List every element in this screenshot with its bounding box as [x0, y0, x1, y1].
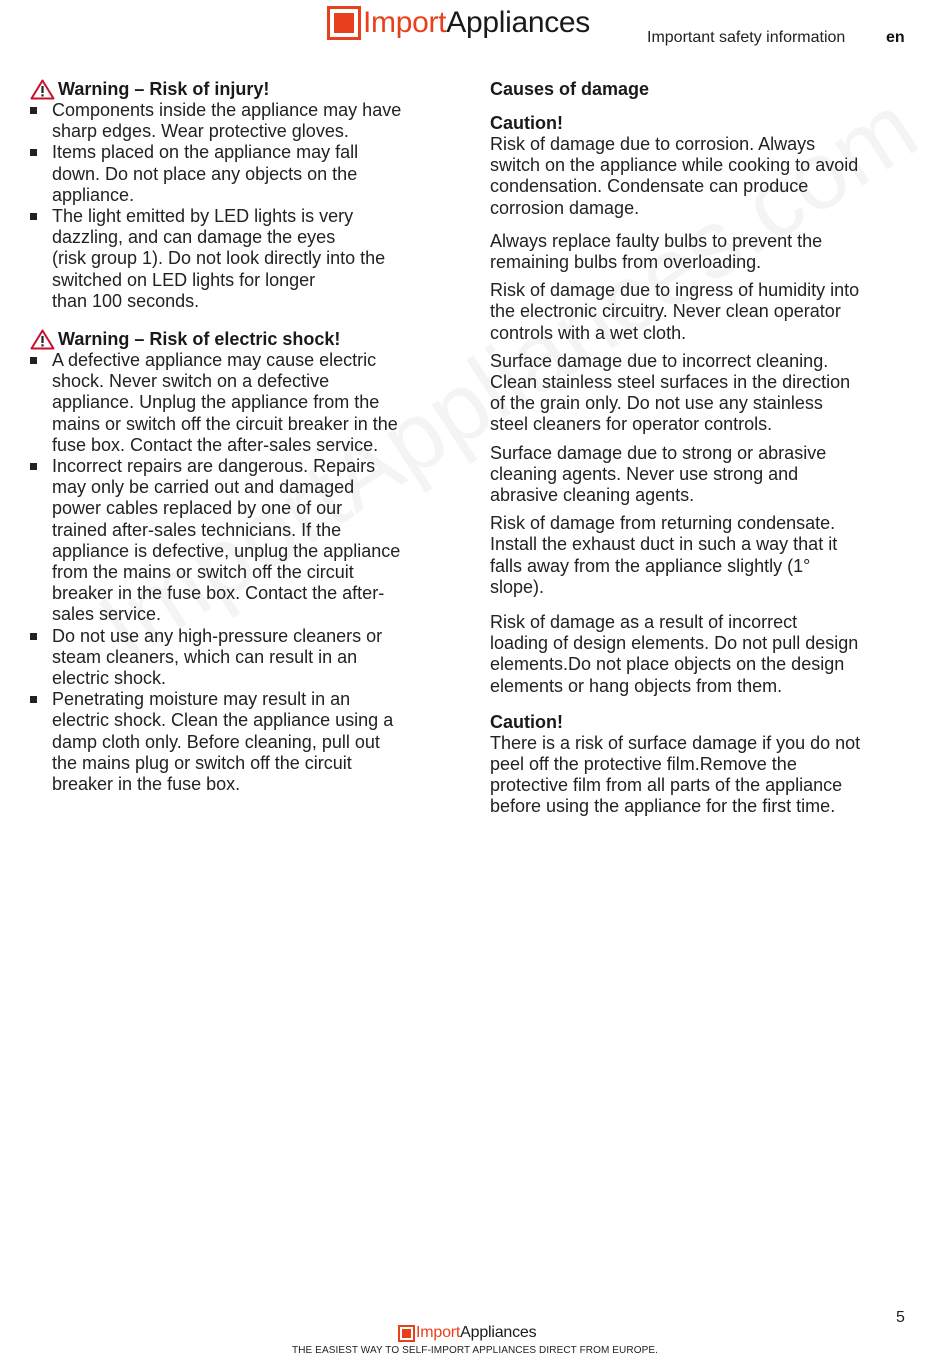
- text-line: controls with a wet cloth.: [490, 322, 687, 343]
- damage-paragraph: [490, 351, 910, 436]
- text-line: Risk of damage from returning condensate.: [490, 513, 836, 534]
- text-line: switch on the appliance while cooking to avoid: [490, 155, 859, 176]
- header-logo: [327, 6, 590, 40]
- text-line: There is a risk of surface damage if you do not: [490, 732, 861, 753]
- bullet-square-icon: [30, 633, 37, 640]
- text-line: the electronic circuitry. Never clean operator: [490, 301, 841, 322]
- text-line: Penetrating moisture may result in an: [52, 689, 351, 710]
- text-line: Do not use any high-pressure cleaners or: [52, 625, 383, 646]
- damage-paragraph: [490, 513, 910, 598]
- warning-heading-text: Warning – Risk of injury!: [58, 79, 270, 99]
- damage-paragraph: [490, 612, 910, 697]
- text-line: appliance. Unplug the appliance from the: [52, 392, 380, 413]
- text-line: electric shock. Clean the appliance using a: [52, 710, 394, 731]
- text-line: fuse box. Contact the after-sales service.: [52, 434, 379, 455]
- text-line: elements or hang objects from them.: [490, 675, 783, 696]
- text-line: switched on LED lights for longer: [52, 269, 316, 290]
- logo-word-appliances: Appliances: [446, 6, 590, 39]
- list-item: [30, 689, 450, 795]
- bullet-square-icon: [30, 463, 37, 470]
- section-title: Causes of damage: [490, 79, 650, 99]
- text-line: Always replace faulty bulbs to prevent the: [490, 230, 823, 251]
- text-line: may only be carried out and damaged: [52, 477, 355, 498]
- text-line: down. Do not place any objects on the: [52, 163, 358, 184]
- bullet-square-icon: [30, 107, 37, 114]
- text-line: steam cleaners, which can result in an: [52, 646, 358, 667]
- warning-list: [30, 350, 450, 795]
- bullet-square-icon: [30, 213, 37, 220]
- text-line: Components inside the appliance may have: [52, 100, 402, 120]
- warning-heading: [30, 78, 450, 100]
- list-item: [30, 100, 450, 142]
- text-line: steel cleaners for operator controls.: [490, 414, 773, 435]
- text-line: Risk of damage due to ingress of humidity into: [490, 280, 860, 301]
- text-line: from the mains or switch off the circuit: [52, 562, 354, 583]
- text-line: appliance is defective, unplug the appliance: [52, 540, 401, 561]
- text-line: before using the appliance for the first time.: [490, 796, 836, 817]
- logo-mark-icon: [327, 6, 361, 40]
- text-line: protective film from all parts of the appliance: [490, 775, 843, 796]
- text-line: corrosion damage.: [490, 197, 640, 218]
- text-line: Items placed on the appliance may fall: [52, 142, 359, 163]
- text-line: sales service.: [52, 604, 162, 625]
- text-line: peel off the protective film.Remove the: [490, 754, 797, 775]
- list-item: [30, 142, 450, 206]
- text-line: of the grain only. Do not use any stainless: [490, 393, 823, 414]
- text-line: breaker in the fuse box. Contact the after-: [52, 583, 385, 604]
- damage-paragraph: [490, 134, 910, 219]
- text-line: elements.Do not place objects on the design: [490, 654, 845, 675]
- footer-logo: [398, 1324, 536, 1342]
- text-line: Risk of damage as a result of incorrect: [490, 612, 798, 633]
- damage-paragraph: [490, 733, 910, 818]
- text-line: the mains plug or switch off the circuit: [52, 752, 352, 773]
- text-line: The light emitted by LED lights is very: [52, 206, 354, 227]
- bullet-square-icon: [30, 696, 37, 703]
- text-line: than 100 seconds.: [52, 290, 200, 311]
- text-line: power cables replaced by one of our: [52, 498, 343, 519]
- text-line: (risk group 1). Do not look directly into the: [52, 248, 386, 269]
- footer-logo-mark-icon: [398, 1325, 415, 1342]
- bullet-square-icon: [30, 149, 37, 156]
- text-line: electric shock.: [52, 668, 167, 689]
- text-line: appliance.: [52, 184, 135, 205]
- warning-triangle-icon: [30, 329, 55, 350]
- list-item: [30, 350, 450, 456]
- text-line: shock. Never switch on a defective: [52, 371, 330, 392]
- text-line: A defective appliance may cause electric: [52, 350, 377, 371]
- text-line: Surface damage due to incorrect cleaning.: [490, 350, 829, 371]
- header-section-title: Important safety information: [647, 29, 846, 46]
- damage-paragraph: [490, 443, 910, 507]
- text-line: dazzling, and can damage the eyes: [52, 227, 336, 248]
- header-language: en: [886, 29, 905, 46]
- footer-tagline: THE EASIEST WAY TO SELF-IMPORT APPLIANCES DIRECT FROM EUROPE.: [292, 1345, 658, 1356]
- left-column: [30, 78, 450, 811]
- caution-heading: Caution!: [490, 113, 563, 133]
- text-line: trained after-sales technicians. If the: [52, 519, 342, 540]
- text-line: mains or switch off the circuit breaker in the: [52, 413, 398, 434]
- footer-logo-word-import: Import: [416, 1324, 461, 1341]
- warning-triangle-icon: [30, 79, 55, 100]
- text-line: slope).: [490, 576, 545, 597]
- text-line: Risk of damage due to corrosion. Always: [490, 134, 816, 154]
- text-line: Install the exhaust duct in such a way that it: [490, 534, 838, 555]
- damage-paragraph: [490, 231, 910, 273]
- text-line: Incorrect repairs are dangerous. Repairs: [52, 456, 376, 477]
- text-line: cleaning agents. Never use strong and: [490, 463, 799, 484]
- bullet-square-icon: [30, 357, 37, 364]
- text-line: abrasive cleaning agents.: [490, 485, 695, 506]
- caution-heading: Caution!: [490, 711, 563, 732]
- warning-list: [30, 100, 450, 312]
- warning-heading: [30, 328, 450, 350]
- list-item: [30, 456, 450, 626]
- list-item: [30, 206, 450, 312]
- page-number: 5: [896, 1309, 905, 1326]
- text-line: damp cloth only. Before cleaning, pull out: [52, 731, 380, 752]
- text-line: remaining bulbs from overloading.: [490, 252, 762, 273]
- text-line: Clean stainless steel surfaces in the direction: [490, 372, 851, 393]
- text-line: loading of design elements. Do not pull design: [490, 633, 859, 654]
- text-line: breaker in the fuse box.: [52, 774, 241, 795]
- text-line: Surface damage due to strong or abrasive: [490, 442, 827, 463]
- logo-word-import: Import: [363, 6, 447, 39]
- text-line: condensation. Condensate can produce: [490, 176, 809, 197]
- right-column: [490, 78, 910, 825]
- text-line: falls away from the appliance slightly (1°: [490, 555, 811, 576]
- text-line: sharp edges. Wear protective gloves.: [52, 121, 349, 142]
- damage-paragraph: [490, 280, 910, 344]
- list-item: [30, 626, 450, 690]
- warning-heading-text: Warning – Risk of electric shock!: [58, 329, 341, 350]
- footer-logo-word-appliances: Appliances: [460, 1324, 537, 1341]
